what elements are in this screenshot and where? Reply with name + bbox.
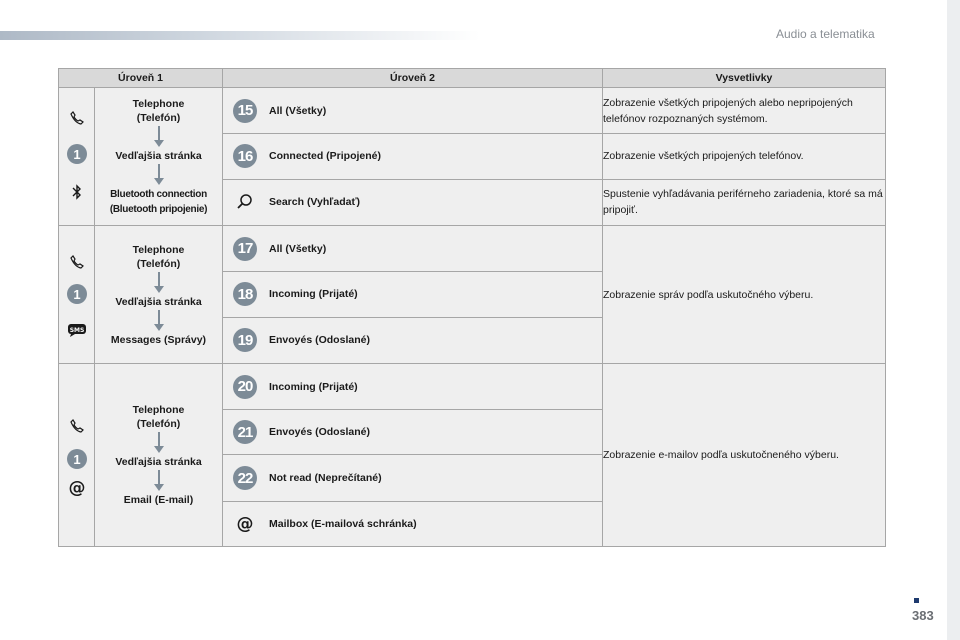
- step-number-badge: 22: [233, 466, 257, 490]
- step-number-badge: 17: [233, 237, 257, 261]
- group2-level1: [95, 226, 223, 364]
- level1-telephone: Telephone (Telefón): [132, 404, 185, 430]
- group3-level1: [95, 364, 223, 547]
- svg-text:SMS: SMS: [69, 327, 85, 334]
- email-icon: @: [68, 478, 86, 498]
- step-badge: 1: [67, 449, 87, 469]
- level2-label: Envoyés (Odoslané): [269, 426, 370, 439]
- page-marker: [914, 598, 919, 603]
- level2-cell: [223, 501, 603, 546]
- header-level2: Úroveň 2: [223, 69, 603, 88]
- level1-subpage: Vedľajšia stránka: [115, 456, 202, 468]
- top-decorative-bar: [0, 31, 480, 40]
- step-number-badge: 15: [233, 99, 257, 123]
- step-number-badge: 21: [233, 420, 257, 444]
- level1-subpage: Vedľajšia stránka: [115, 295, 202, 308]
- level1-email: Email (E-mail): [123, 494, 194, 506]
- table-row: [59, 364, 886, 410]
- description-cell: Zobrazenie všetkých pripojených telefónov.: [603, 134, 886, 179]
- level2-cell: [223, 317, 603, 363]
- section-title: Audio a telematika: [776, 27, 875, 41]
- sms-icon: [67, 320, 87, 340]
- table-row: [59, 88, 886, 134]
- right-edge-strip: [947, 0, 960, 640]
- level1-subpage: Vedľajšia stránka: [115, 149, 202, 162]
- header-level1: Úroveň 1: [59, 69, 223, 88]
- down-arrow-icon: [154, 432, 164, 454]
- level1-bluetooth: Bluetooth connection (Bluetooth pripojenie): [109, 188, 208, 215]
- level2-label: Not read (Neprečítané): [269, 472, 382, 485]
- group1-icons: [59, 88, 95, 226]
- step-badge: 1: [67, 284, 87, 304]
- level1-messages: Messages (Správy): [110, 333, 207, 346]
- step-number-badge: 20: [233, 375, 257, 399]
- phone-icon: [67, 108, 87, 128]
- page-number: 383: [912, 608, 934, 623]
- group2-icons: [59, 226, 95, 364]
- down-arrow-icon: [154, 470, 164, 492]
- level2-cell: [223, 455, 603, 501]
- table-row: [59, 226, 886, 272]
- level2-cell: [223, 179, 603, 225]
- down-arrow-icon: [154, 164, 164, 186]
- description-cell: Zobrazenie e-mailov podľa uskutočneného výberu.: [603, 364, 886, 547]
- level2-cell: [223, 364, 603, 410]
- header-description: Vysvetlivky: [603, 69, 886, 88]
- down-arrow-icon: [154, 126, 164, 148]
- level2-cell: [223, 88, 603, 134]
- level1-telephone: Telephone (Telefón): [132, 243, 185, 270]
- step-badge: 1: [67, 144, 87, 164]
- description-cell: Zobrazenie správ podľa uskutočného výberu.: [603, 226, 886, 364]
- phone-icon: [67, 416, 87, 436]
- description-cell: Zobrazenie všetkých pripojených alebo nepripojených telefónov rozpoznaných systémom.: [603, 88, 886, 134]
- menu-table: [58, 68, 886, 547]
- down-arrow-icon: [154, 310, 164, 332]
- group3-icons: [59, 364, 95, 547]
- level2-cell: [223, 134, 603, 179]
- level2-label: Search (Vyhľadať): [269, 196, 360, 209]
- level2-label: All (Všetky): [269, 104, 327, 117]
- level2-label: Connected (Pripojené): [269, 150, 382, 163]
- step-number-badge: 16: [233, 144, 257, 168]
- down-arrow-icon: [154, 272, 164, 294]
- level2-label: Incoming (Prijaté): [269, 288, 358, 301]
- bluetooth-icon: [67, 182, 87, 202]
- level2-cell: [223, 226, 603, 272]
- level2-label: Envoyés (Odoslané): [269, 334, 370, 347]
- table-header-row: [59, 69, 886, 88]
- level2-cell: [223, 272, 603, 317]
- level2-label: Incoming (Prijaté): [269, 380, 358, 393]
- level1-telephone: Telephone (Telefón): [132, 97, 185, 124]
- step-number-badge: 18: [233, 282, 257, 306]
- description-cell: Spustenie vyhľadávania periférneho zariadenia, ktoré sa má pripojiť.: [603, 179, 886, 225]
- level2-label: All (Všetky): [269, 242, 327, 255]
- step-number-badge: 19: [233, 328, 257, 352]
- group1-level1: [95, 88, 223, 226]
- search-icon: [233, 190, 257, 214]
- phone-icon: [67, 252, 87, 272]
- email-icon: @: [236, 513, 254, 534]
- level2-cell: [223, 410, 603, 455]
- level2-label: Mailbox (E-mailová schránka): [269, 517, 417, 530]
